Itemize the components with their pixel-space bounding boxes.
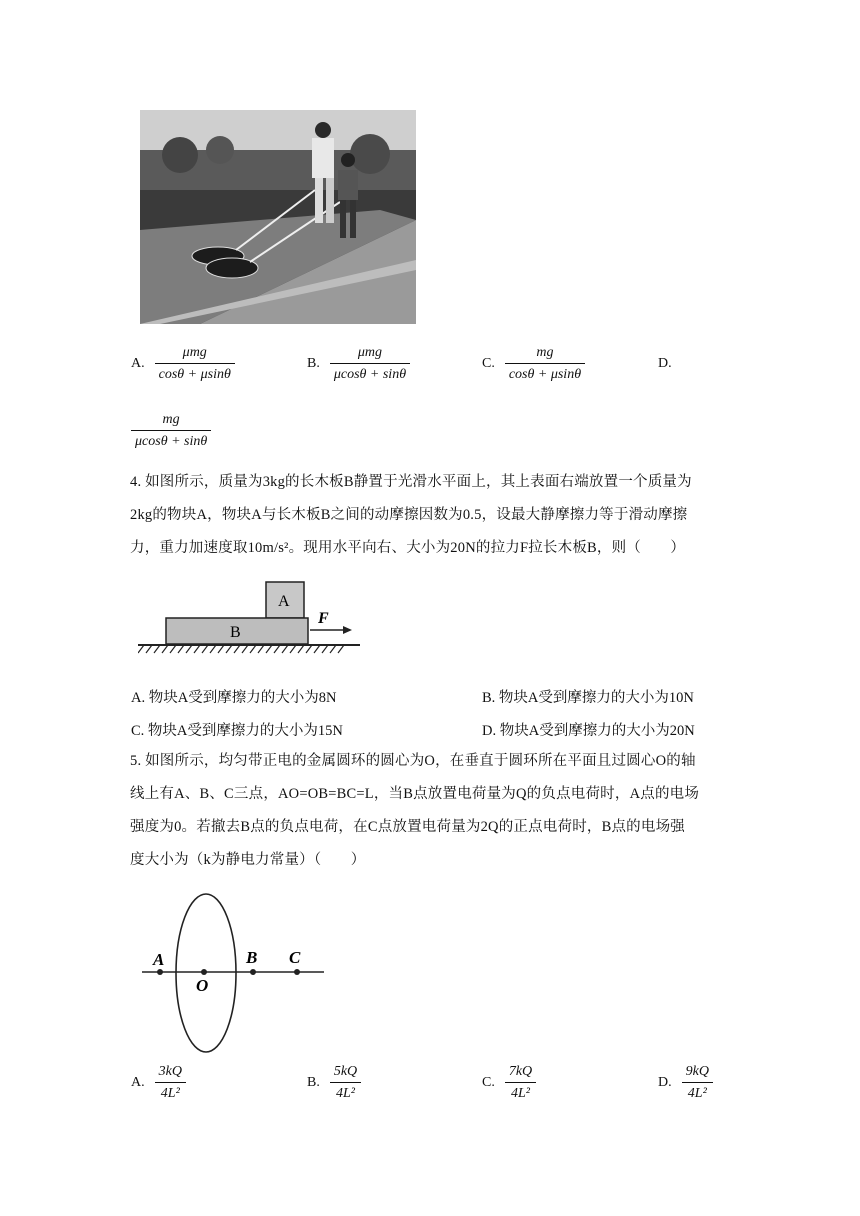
q3-option-d-label: D. [658, 356, 672, 371]
q3-option-c[interactable]: C. $\frac{mg}{\cos\theta + \mu\sin\theta}$ [482, 345, 585, 383]
q5-option-d[interactable]: D. $\frac{9kQ}{\text{4L²}}$ [658, 1064, 713, 1102]
q4-block-board-figure [138, 578, 360, 670]
q5-label-o: O [196, 976, 209, 995]
q5-option-c[interactable]: C. $\frac{7kQ}{\text{4L²}}$ [482, 1064, 536, 1102]
q4-label-f: F [318, 610, 329, 627]
q4-choice-c[interactable]: C. 物块A受到摩擦力的大小为15N [131, 723, 343, 739]
q5-option-a[interactable]: A. $\frac{3kQ}{\text{4L²}}$ [131, 1064, 186, 1102]
q3-option-b[interactable]: B. $\frac{\text{μmg}}{\mu\cos\theta + \sin\theta}$ [307, 345, 410, 383]
q4-choice-a[interactable]: A. 物块A受到摩擦力的大小为8N [131, 690, 337, 706]
q5-ring-figure [140, 893, 330, 1055]
q5-label-b: B [246, 948, 258, 967]
q4-choice-b[interactable]: B. 物块A受到摩擦力的大小为10N [482, 690, 694, 706]
q5-label-c: C [289, 948, 301, 967]
q4-stem: 4. 如图所示，质量为3kg的长木板B静置于光滑水平面上，其上表面右端放置一个质量为 2kg的物块A，物块A与长木板B之间的动摩擦因数为0.5，设最大静摩擦力等于滑动摩擦 力，重力加速度取10m/s²。现用水平向右、大小为20N的拉力F拉长木板B，则（ ） [130, 474, 692, 556]
q5-label-a: A [153, 950, 165, 969]
tire-drag-photo [140, 110, 416, 324]
q3-option-d[interactable]: $\frac{mg}{\mu\cos\theta + \sin\theta}$ [131, 412, 211, 450]
q4-choice-d[interactable]: D. 物块A受到摩擦力的大小为20N [482, 723, 695, 739]
q4-label-b: B [230, 624, 241, 641]
q5-stem: 5. 如图所示，均匀带正电的金属圆环的圆心为O，在垂直于圆环所在平面且过圆心O的轴 线上有A、B、C三点，AO=OB=BC=L，当B点放置电荷量为Q的负点电荷时，A点的电场 强度为0。若撤去B点的负点电荷，在C点放置电荷量为2Q的正点电荷时，B点的电场强 度大小为（k为静电力常量）（ ） [130, 753, 700, 868]
q5-option-b[interactable]: B. $\frac{5kQ}{\text{4L²}}$ [307, 1064, 361, 1102]
q3-option-a[interactable]: A. $\frac{\text{μmg}}{\cos\theta + \mu\sin\theta}$ [131, 345, 235, 383]
q4-label-a: A [278, 593, 290, 610]
